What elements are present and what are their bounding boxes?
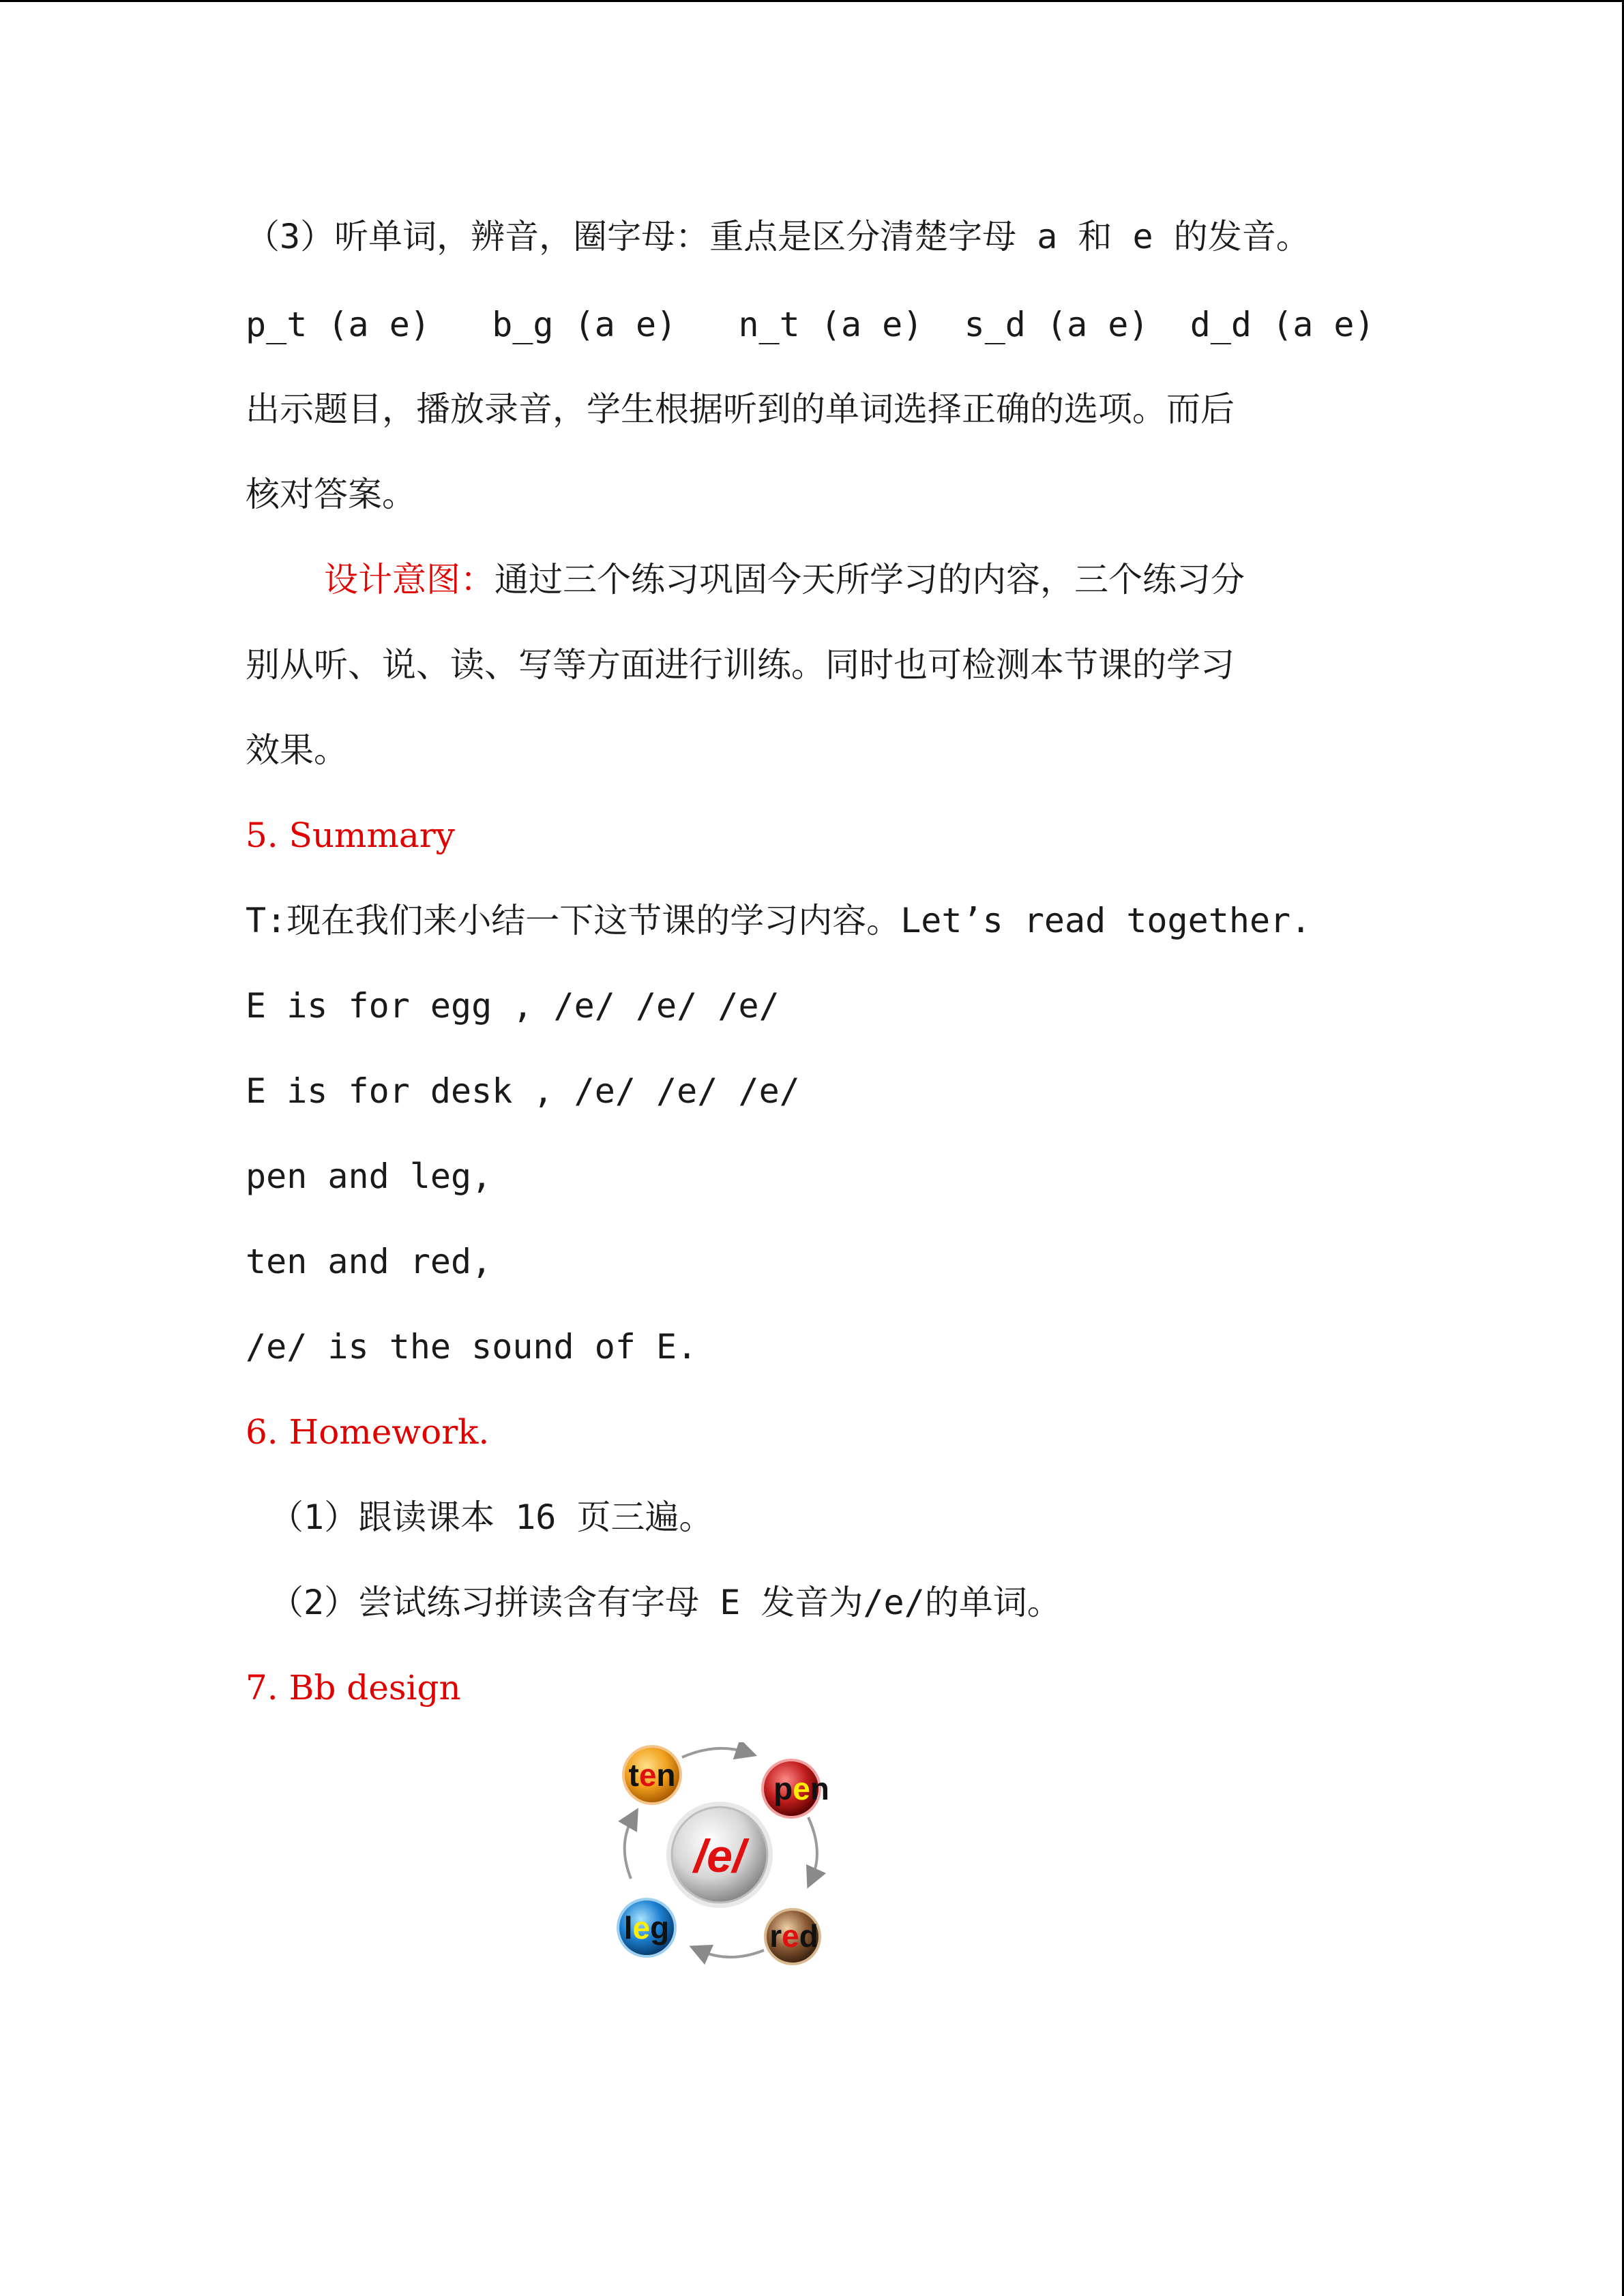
ball-ten (623, 1746, 681, 1804)
svg-text:ten (628, 1757, 675, 1793)
section-bb-design-heading: 7. Bb design (246, 1668, 461, 1708)
word-ten-pre: t (628, 1757, 639, 1793)
word-ten-vowel: e (638, 1757, 657, 1793)
word-red-vowel: e (782, 1918, 799, 1954)
design-intent-text: 通过三个练习巩固今天所学习的内容，三个练习分 (494, 560, 1245, 599)
word-red-pre: r (769, 1918, 782, 1954)
chant-line-3: pen and leg, (246, 1157, 492, 1196)
design-intent-paragraph (324, 559, 1245, 600)
chant-line-5: /e/ is the sound of E. (246, 1327, 698, 1367)
arrow-leg-to-ten (625, 1817, 633, 1879)
summary-intro: T:现在我们来小结一下这节课的学习内容。Let’s read together. (246, 901, 1312, 940)
svg-text:pen (773, 1771, 829, 1806)
arrow-ten-to-pen (682, 1748, 747, 1757)
word-pen-post: n (810, 1771, 829, 1806)
arrow-pen-to-red (808, 1817, 817, 1879)
center-sound-label: /e/ (694, 1830, 745, 1882)
exercise-3-instruction-cont: 核对答案。 (246, 475, 416, 514)
word-red-post: d (799, 1918, 818, 1954)
word-pen-vowel: e (793, 1771, 810, 1806)
center-ball (666, 1802, 773, 1908)
word-leg-post: g (650, 1910, 670, 1945)
design-intent-cont: 别从听、说、读、写等方面进行训练。同时也可检测本节课的学习 (246, 645, 1235, 685)
exercise-3-heading: （3）听单词，辨音，圈字母：重点是区分清楚字母 a 和 e 的发音。 (246, 217, 1310, 256)
chant-line-1: E is for egg , /e/ /e/ /e/ (246, 986, 780, 1026)
page-top-border (0, 0, 1624, 2)
word-leg-pre: l (623, 1910, 633, 1945)
word-ten-post: n (656, 1757, 676, 1793)
exercise-3-instruction: 出示题目，播放录音，学生根据听到的单词选择正确的选项。而后 (246, 389, 1235, 429)
design-intent-end: 效果。 (246, 730, 348, 770)
ball-red (765, 1909, 820, 1964)
section-summary-heading: 5. Summary (246, 816, 455, 855)
section-homework-heading: 6. Homework. (246, 1412, 490, 1452)
chant-line-2: E is for desk , /e/ /e/ /e/ (246, 1071, 800, 1111)
ball-leg (618, 1899, 675, 1956)
svg-text:red (769, 1918, 818, 1954)
homework-item-2: （2）尝试练习拼读含有字母 E 发音为/e/的单词。 (269, 1583, 1061, 1622)
exercise-3-items: p_t (a e) b_g (a e) n_t (a e) s_d (a e) d_d (a e) (246, 305, 1375, 344)
homework-item-1: （1）跟读课本 16 页三遍。 (269, 1497, 713, 1537)
design-intent-label: 设计意图： (324, 560, 494, 599)
word-leg-vowel: e (632, 1910, 651, 1945)
arrow-red-to-leg (699, 1950, 764, 1957)
svg-text:leg (624, 1910, 669, 1945)
chant-line-4: ten and red, (246, 1242, 492, 1281)
word-pen-pre: p (773, 1771, 793, 1806)
bb-design-diagram (607, 1742, 853, 1967)
ball-pen (763, 1760, 829, 1817)
